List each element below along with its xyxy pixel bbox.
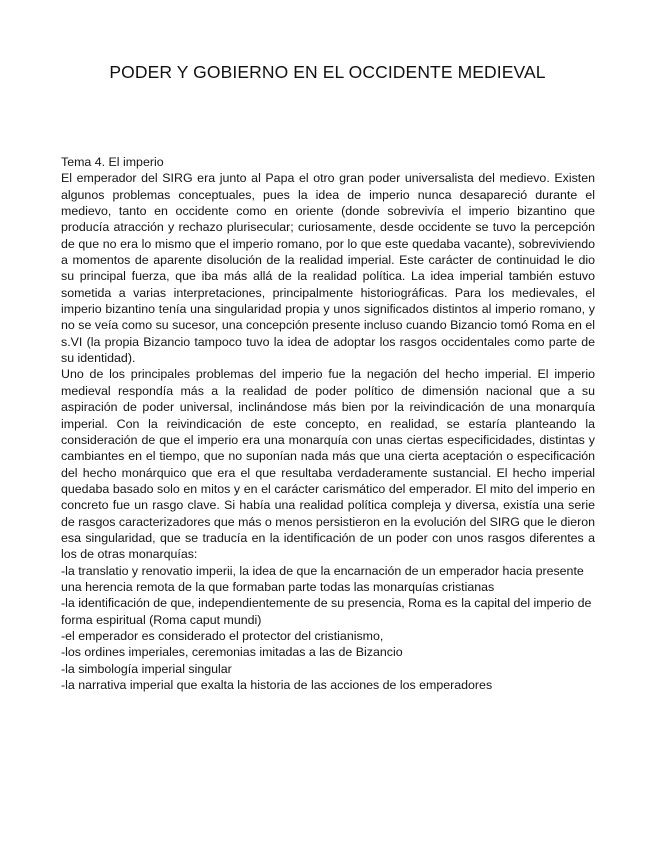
list-item: -el emperador es considerado el protector del cristianismo, bbox=[61, 628, 384, 643]
document-title: PODER Y GOBIERNO EN EL OCCIDENTE MEDIEVAL bbox=[109, 62, 546, 82]
list-item: -la identificación de que, independientemente de su presencia, Roma es la capital del imperio de forma espiritual (Roma caput mundi) bbox=[61, 596, 592, 627]
list-item: -los ordines imperiales, ceremonias imitadas a las de Bizancio bbox=[61, 645, 403, 660]
traits-list bbox=[61, 563, 595, 694]
list-item: -la simbología imperial singular bbox=[61, 661, 232, 676]
section-heading: Tema 4. El imperio bbox=[61, 155, 164, 169]
list-item: -la translatio y renovatio imperii, la idea de que la encarnación de un emperador hacia presente una herencia remota de la que formaban parte todas las monarquías cristianas bbox=[61, 563, 584, 594]
paragraph-problems: Uno de los principales problemas del imperio fue la negación del hecho imperial. El imperio medieval respondía más a la realidad de poder político de dimensión nacional que a su aspiración de poder universal, inclinándose más bien por la reivindicación de una monarquía imperial. Con la reivindicación de este concepto, en realidad, se estaría planteando la consideración de que el imperio era una monarquía con unas ciertas especificidades, distintas y cambiantes en el tiempo, que no suponían nada más que una cierta aceptación o especificación del hecho monárquico que era el que resultaba verdaderamente sustancial. El hecho imperial quedaba basado solo en mitos y en el carácter carismático del emperador. El mito del imperio en concreto fue un rasgo clave. Si había una realidad política compleja y diversa, existía una serie de rasgos caracterizadores que más o menos persistieron en la evolución del SIRG que le dieron esa singularidad, que se traducía en la identificación de un poder con unos rasgos diferentes a los de otras monarquías: bbox=[61, 367, 595, 562]
paragraph-intro: El emperador del SIRG era junto al Papa el otro gran poder universalista del medievo. Existen algunos problemas conceptuales, pues la idea de imperio nunca desapareció durante el medievo, tanto en occidente como en oriente (donde sobrevivía el imperio bizantino que producía atracción y rechazo plurisecular; curiosamente, desde occidente se tuvo la percepción de que no era lo mismo que el imperio romano, por lo que este quedaba vacante), sobreviviendo a momentos de aparente disolución de la realidad imperial. Este carácter de continuidad le dio su principal fuerza, que iba más allá de la realidad política. La idea imperial también estuvo sometida a varias interpretaciones, principalmente historiográficas. Para los medievales, el imperio bizantino tenía una singularidad propia y unos significados distintos al imperio romano, y no se veía como su sucesor, una concepción presente incluso cuando Bizancio tomó Roma en el s.VI (la propia Bizancio tampoco tuvo la idea de adoptar los rasgos occidentales como parte de su identidad). bbox=[61, 171, 595, 366]
list-item: -la narrativa imperial que exalta la historia de las acciones de los emperadores bbox=[61, 678, 493, 692]
document-body bbox=[61, 154, 595, 693]
